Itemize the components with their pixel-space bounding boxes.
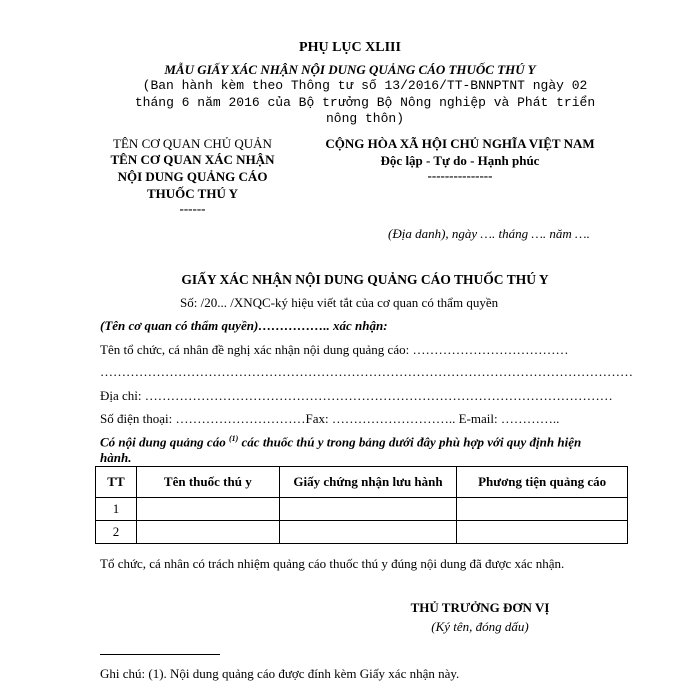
motto: Độc lập - Tự do - Hạnh phúc [380,153,540,168]
product-table [95,466,628,544]
document-number: Số: /20... /XNQC-ký hiệu viết tắt của cơ quan có thẩm quyền [180,295,499,310]
cell-certificate [279,498,457,521]
cell-ad-medium [457,498,628,521]
form-title: MẪU GIẤY XÁC NHẬN NỘI DUNG QUẢNG CÁO THUỐC THÚ Y [164,62,536,77]
contact-field: Số điện thoại: …………………………Fax: ……………………….. E-mail: ………….. [100,411,560,426]
issued-line-1: (Ban hành kèm theo Thông tư số 13/2016/TT-BNNPTNT ngày 02 [142,78,588,93]
content-statement-end: các thuốc thú y trong bảng dưới đây phù hợp với quy định hiện [238,434,582,450]
place-date: (Địa danh), ngày …. tháng …. năm …. [388,226,590,241]
col-header-certificate: Giấy chứng nhận lưu hành [279,467,457,498]
row-number: 1 [96,498,137,521]
content-statement-line2: hành. [100,450,132,465]
col-header-drug-name: Tên thuốc thú y [136,467,279,498]
footnote-rule [100,654,220,655]
cell-ad-medium [457,521,628,544]
document-title: GIẤY XÁC NHẬN NỘI DUNG QUẢNG CÁO THUỐC THÚ Y [181,272,549,287]
left-divider: ------ [179,201,206,216]
table-header-row [96,467,628,498]
content-statement [100,434,581,450]
signature-note: (Ký tên, đóng dấu) [431,619,529,634]
issued-line-2: tháng 6 năm 2016 của Bộ trưởng Bộ Nông nghiệp và Phát triển [134,95,596,110]
issued-line-3: nông thôn) [325,111,404,126]
authority-line: (Tên cơ quan có thẩm quyền)…………….. xác nhận: [100,318,388,333]
responsibility-statement: Tổ chức, cá nhân có trách nhiệm quảng cáo thuốc thú y đúng nội dung đã được xác nhận. [100,556,565,571]
confirming-agency-line3: THUỐC THÚ Y [146,186,238,201]
col-header-ad-medium: Phương tiện quảng cáo [457,467,628,498]
applicant-name-field: Tên tổ chức, cá nhân đề nghị xác nhận nội dung quảng cáo: ……………………………… [100,342,569,357]
table-row [96,498,628,521]
applicant-name-continuation: …………………………………………………………………………………………………………… [100,364,633,379]
appendix-title: PHỤ LỤC XLIII [299,40,401,55]
row-number: 2 [96,521,137,544]
republic-heading: CỘNG HÒA XÃ HỘI CHỦ NGHĨA VIỆT NAM [325,136,595,151]
table-row [96,521,628,544]
confirming-agency-line2: NỘI DUNG QUẢNG CÁO [117,169,268,184]
cell-certificate [279,521,457,544]
signature-title: THỦ TRƯỞNG ĐƠN VỊ [410,600,550,615]
parent-agency-label: TÊN CƠ QUAN CHỦ QUẢN [113,136,272,151]
address-field: Địa chỉ: ……………………………………………………………………………………………… [100,388,613,403]
cell-drug-name [136,521,279,544]
right-divider: --------------- [427,168,493,183]
footnote-marker: (1) [228,434,239,443]
cell-drug-name [136,498,279,521]
footnote: Ghi chú: (1). Nội dung quảng cáo được đính kèm Giấy xác nhận này. [100,666,460,681]
content-statement-start: Có nội dung quảng cáo [100,434,229,450]
col-header-tt: TT [96,467,137,498]
confirming-agency-line1: TÊN CƠ QUAN XÁC NHẬN [110,152,275,167]
